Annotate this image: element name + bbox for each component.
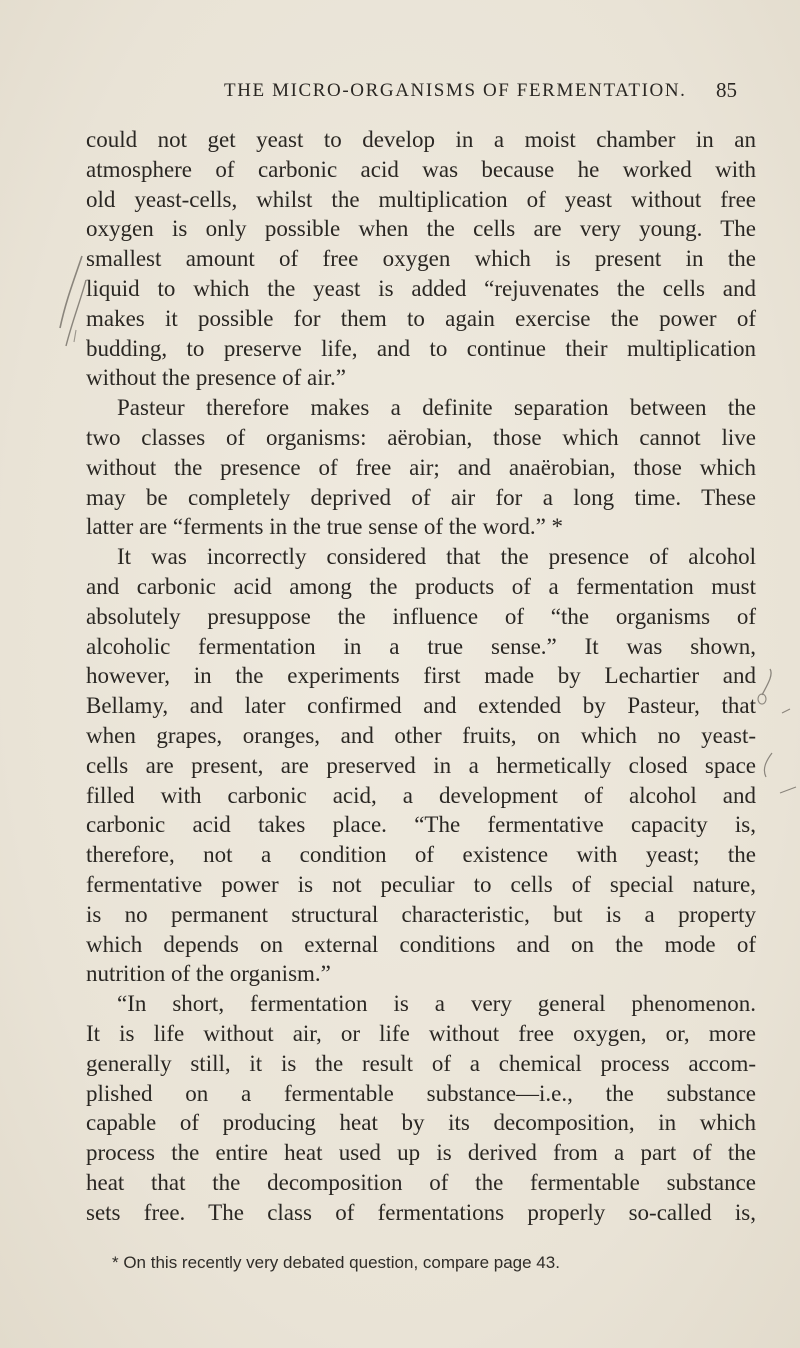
- text-line-28: which depends on external conditions and on the mode of: [86, 931, 756, 957]
- text-line-12: without the presence of free air; and anaërobian, those which: [86, 454, 756, 480]
- text-line-33: plished on a fermentable substance—i.e., the substance: [86, 1080, 756, 1106]
- text-line-15: It was incorrectly considered that the presence of alcohol: [117, 544, 756, 570]
- text-line-14: latter are “ferments in the true sense of the word.” *: [86, 514, 564, 540]
- body-text: [86, 125, 756, 1227]
- text-line-25: therefore, not a condition of existence with yeast; the: [86, 842, 756, 868]
- text-line-9: without the presence of air.”: [86, 365, 346, 391]
- text-line-4: oxygen is only possible when the cells are very young. The: [86, 216, 756, 242]
- text-line-27: is no permanent structural characteristic, but is a property: [86, 901, 756, 927]
- text-line-24: carbonic acid takes place. “The fermentative capacity is,: [86, 812, 756, 838]
- footnote: * On this recently very debated question, compare page 43.: [112, 1253, 560, 1272]
- text-line-17: absolutely presuppose the influence of “the organisms of: [86, 603, 756, 629]
- text-line-34: capable of producing heat by its decomposition, in which: [86, 1110, 756, 1136]
- text-line-7: makes it possible for them to again exercise the power of: [86, 305, 756, 331]
- text-line-23: filled with carbonic acid, a development of alcohol and: [86, 782, 756, 808]
- text-line-5: smallest amount of free oxygen which is present in the: [86, 246, 756, 272]
- text-line-11: two classes of organisms: aërobian, those which cannot live: [86, 424, 756, 450]
- text-line-19: however, in the experiments first made by Lechartier and: [86, 663, 756, 689]
- text-line-32: generally still, it is the result of a chemical process accom-: [86, 1050, 756, 1076]
- text-line-13: may be completely deprived of air for a long time. These: [86, 484, 756, 510]
- text-line-3: old yeast-cells, whilst the multiplication of yeast without free: [86, 186, 756, 212]
- text-line-16: and carbonic acid among the products of a fermentation must: [86, 573, 756, 599]
- text-line-36: heat that the decomposition of the fermentable substance: [86, 1169, 756, 1195]
- page-number: 85: [716, 78, 737, 102]
- text-line-18: alcoholic fermentation in a true sense.” It was shown,: [86, 633, 756, 659]
- text-line-26: fermentative power is not peculiar to cells of special nature,: [86, 871, 756, 897]
- text-line-29: nutrition of the organism.”: [86, 961, 331, 987]
- pencil-margin-strokes-right: [752, 665, 800, 825]
- text-line-6: liquid to which the yeast is added “rejuvenates the cells and: [86, 275, 756, 301]
- running-title: THE MICRO-ORGANISMS OF FERMENTATION.: [224, 80, 687, 101]
- text-line-8: budding, to preserve life, and to continue their multiplication: [86, 335, 756, 361]
- text-line-10: Pasteur therefore makes a definite separation between the: [117, 395, 756, 421]
- text-line-22: cells are present, are preserved in a hermetically closed space: [86, 752, 756, 778]
- text-line-31: It is life without air, or life without free oxygen, or, more: [86, 1020, 756, 1046]
- text-line-35: process the entire heat used up is derived from a part of the: [86, 1140, 756, 1166]
- text-line-37: sets free. The class of fermentations properly so-called is,: [86, 1199, 756, 1225]
- text-line-1: could not get yeast to develop in a moist chamber in an: [86, 127, 756, 152]
- running-header: [0, 80, 800, 110]
- text-line-30: “In short, fermentation is a very general phenomenon.: [117, 991, 756, 1017]
- text-line-21: when grapes, oranges, and other fruits, on which no yeast-: [86, 722, 756, 748]
- text-line-20: Bellamy, and later confirmed and extended by Pasteur, that: [86, 693, 756, 719]
- text-line-2: atmosphere of carbonic acid was because he worked with: [86, 156, 756, 182]
